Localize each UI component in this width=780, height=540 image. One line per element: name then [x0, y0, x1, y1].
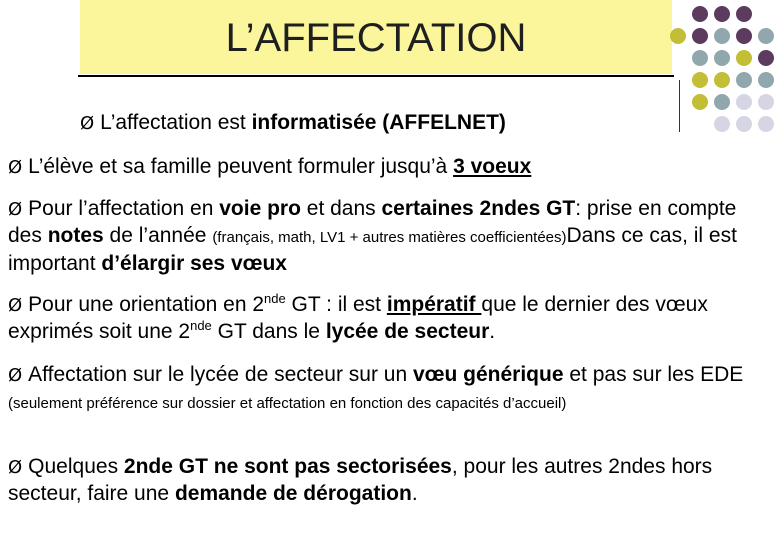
bullet-emphasis: certaines 2ndes GT [381, 197, 576, 220]
arrow-bullet-icon: Ø [8, 365, 23, 386]
bullet-small-text: (français, math, LV1 + autres matières coefficientées) [212, 229, 567, 246]
bullet-text: Pour l’affectation en [28, 197, 220, 220]
bullet-voie-pro [8, 196, 773, 277]
dot [758, 28, 774, 44]
bullet-text: L’affectation est [100, 111, 252, 134]
bullet-text: et pas sur les EDE [563, 363, 744, 386]
dot [758, 116, 774, 132]
bullet-emphasis: informatisée (AFFELNET) [251, 111, 506, 134]
dot [736, 28, 752, 44]
bullet-emphasis: 3 voeux [453, 155, 532, 178]
dot [758, 50, 774, 66]
superscript: nde [190, 318, 212, 333]
arrow-bullet-icon: Ø [8, 199, 23, 220]
arrow-bullet-icon: Ø [8, 295, 23, 316]
dot [692, 6, 708, 22]
bullet-text: de l’année [103, 224, 213, 247]
bullet-text: L’élève et sa famille peuvent formuler jusqu’à [28, 155, 454, 178]
title-underline [78, 75, 674, 77]
bullet-text: Dans ce cas, il est important [8, 224, 737, 275]
bullet-voeu-generique [8, 362, 773, 417]
dot [692, 94, 708, 110]
dot [714, 72, 730, 88]
bullet-text: GT : il est [285, 293, 387, 316]
dot [736, 72, 752, 88]
bullet-text: et dans [300, 197, 382, 220]
bullet-text: : prise en compte des [8, 197, 737, 247]
bullet-emphasis: d’élargir ses vœux [101, 252, 287, 275]
arrow-bullet-icon: Ø [8, 157, 23, 178]
bullet-text: que le dernier des vœux exprimés soit une 2 [8, 293, 708, 343]
dot [692, 50, 708, 66]
bullet-small-text: (seulement préférence sur dossier et affectation en fonction des capacités d’accueil) [8, 395, 567, 412]
dot [736, 94, 752, 110]
bullet-emphasis: notes [47, 224, 104, 247]
bullet-emphasis: 2nde GT ne sont pas sectorisées [123, 455, 452, 478]
bullet-text: , pour les autres 2ndes hors secteur, faire une [8, 455, 713, 505]
bullet-text: GT dans le [211, 320, 326, 343]
bullet-derogation [8, 454, 773, 507]
dot [692, 28, 708, 44]
bullet-emphasis: lycée de secteur [325, 320, 490, 343]
dot [714, 50, 730, 66]
bullet-affelnet [80, 110, 680, 137]
dot [714, 116, 730, 132]
dot [736, 116, 752, 132]
dot [714, 28, 730, 44]
bullet-text: Pour une orientation en 2 [28, 293, 265, 316]
slide-title: L’AFFECTATION [225, 16, 527, 60]
bullet-emphasis: voie pro [219, 197, 301, 220]
dot [714, 94, 730, 110]
bullet-voeux [8, 154, 773, 181]
dot [692, 72, 708, 88]
dot [758, 72, 774, 88]
bullet-text: . [411, 482, 418, 505]
bullet-emphasis: demande de dérogation [174, 482, 412, 505]
bullet-orientation-2nde-gt [8, 292, 773, 345]
dot [736, 50, 752, 66]
bullet-text: Quelques [28, 455, 124, 478]
dot [714, 6, 730, 22]
dot [758, 94, 774, 110]
arrow-bullet-icon: Ø [80, 113, 95, 134]
dot [670, 28, 686, 44]
dot [736, 6, 752, 22]
bullet-emphasis: vœu générique [413, 363, 564, 386]
bullet-text: Affectation sur le lycée de secteur sur un [28, 363, 413, 386]
superscript: nde [264, 291, 286, 306]
bullet-emphasis: impératif [386, 293, 482, 316]
arrow-bullet-icon: Ø [8, 457, 23, 478]
bullet-text: . [489, 320, 496, 343]
